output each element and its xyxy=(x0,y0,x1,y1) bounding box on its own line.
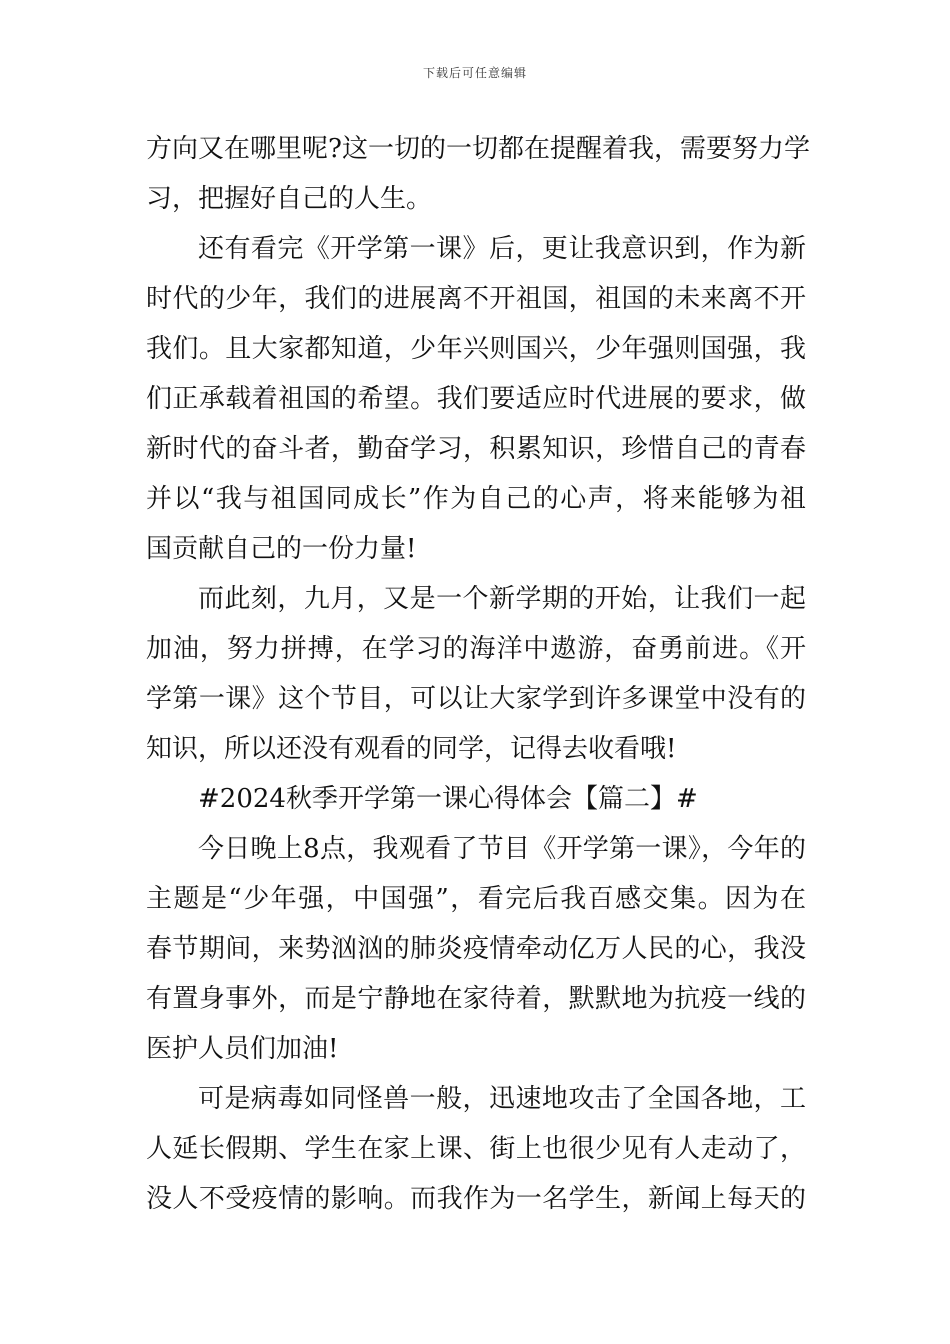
text-line: 们正承载着祖国的希望。我们要适应时代进展的要求，做 xyxy=(146,384,806,414)
text-line: 新时代的奋斗者，勤奋学习，积累知识，珍惜自己的青春 xyxy=(146,434,806,464)
text-line: 而此刻，九月，又是一个新学期的开始，让我们一起 xyxy=(198,584,806,614)
text-line: 方向又在哪里呢?这一切的一切都在提醒着我，需要努力学 xyxy=(146,134,810,164)
page-header: 下载后可任意编辑 xyxy=(422,66,527,80)
text-line: 我们。且大家都知道，少年兴则国兴，少年强则国强，我 xyxy=(146,334,806,364)
text-line: 今日晚上8点，我观看了节目《开学第一课》，今年的 xyxy=(198,834,806,864)
text-line: 没人不受疫情的影响。而我作为一名学生，新闻上每天的 xyxy=(146,1184,806,1214)
text-line: 春节期间，来势汹汹的肺炎疫情牵动亿万人民的心，我没 xyxy=(146,934,806,964)
text-line: 知识，所以还没有观看的同学，记得去收看哦! xyxy=(146,734,677,764)
text-line: 时代的少年，我们的进展离不开祖国，祖国的未来离不开 xyxy=(146,284,806,314)
text-line: 医护人员们加油! xyxy=(146,1034,339,1064)
text-line: 人延长假期、学生在家上课、街上也很少见有人走动了， xyxy=(146,1134,806,1164)
text-line: 有置身事外，而是宁静地在家待着，默默地为抗疫一线的 xyxy=(146,984,806,1014)
text-line: 国贡献自己的一份力量! xyxy=(146,534,417,564)
text-line: 可是病毒如同怪兽一般，迅速地攻击了全国各地，工 xyxy=(198,1084,806,1114)
text-line: 学第一课》这个节目，可以让大家学到许多课堂中没有的 xyxy=(146,684,806,714)
text-line: #2024秋季开学第一课心得体会【篇二】# xyxy=(198,784,698,814)
text-line: 还有看完《开学第一课》后，更让我意识到，作为新 xyxy=(198,234,806,264)
text-line: 加油，努力拼搏，在学习的海洋中遨游，奋勇前进。《开 xyxy=(146,634,806,664)
text-line: 习，把握好自己的人生。 xyxy=(146,184,433,214)
document-body xyxy=(146,124,810,1224)
text-line: 主题是“少年强，中国强”，看完后我百感交集。因为在 xyxy=(146,884,806,914)
text-line: 并以“我与祖国同成长”作为自己的心声，将来能够为祖 xyxy=(146,484,806,514)
